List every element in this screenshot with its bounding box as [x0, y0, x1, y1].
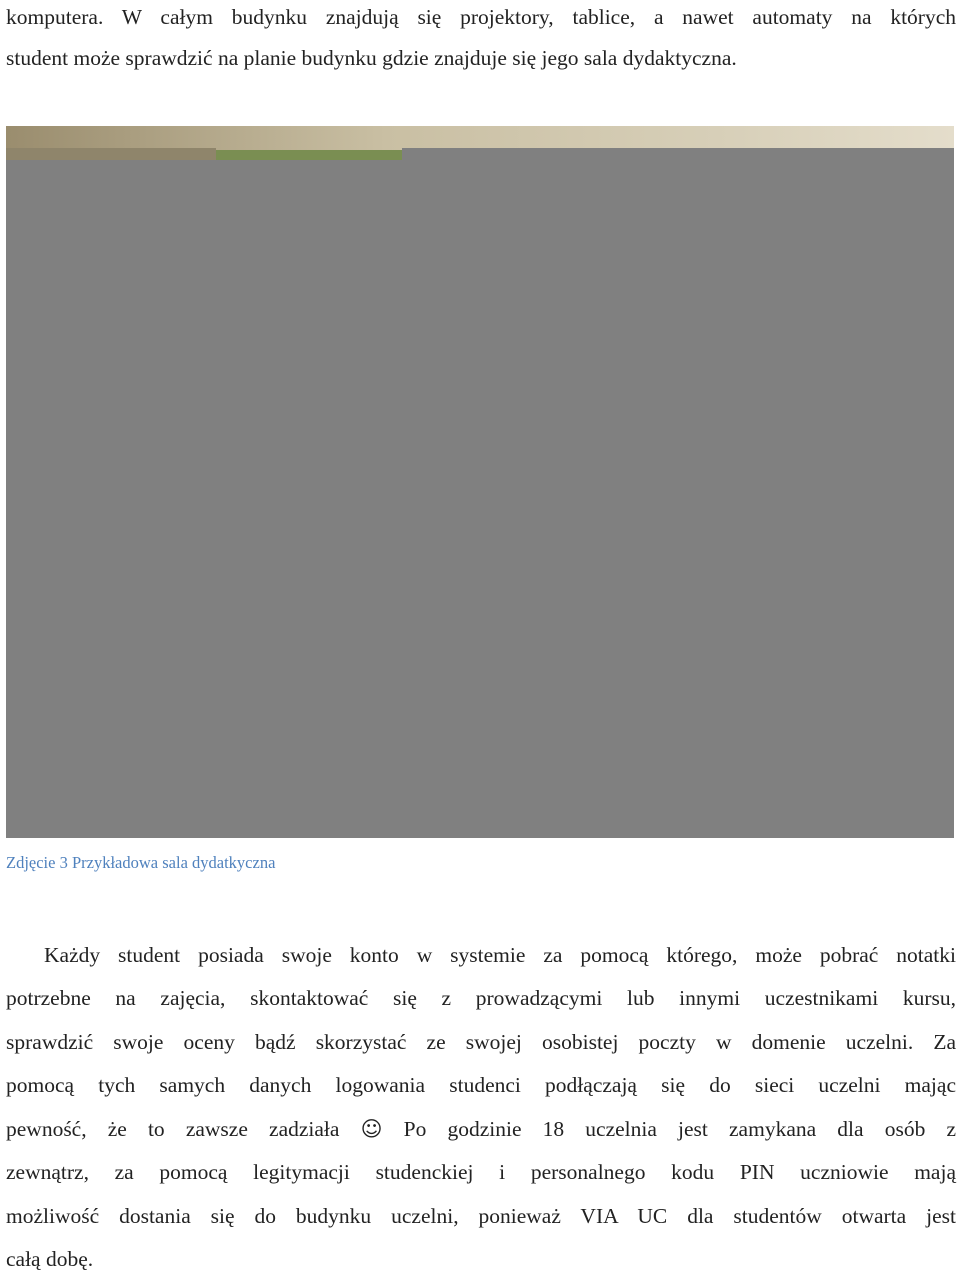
- figure-caption: Zdjęcie 3 Przykładowa sala dydatkyczna: [6, 853, 276, 872]
- paragraph-line-7: możliwość dostania się do budynku uczelni, ponieważ VIA UC dla studentów otwarta jest: [6, 1204, 956, 1228]
- smiley-icon: ☺: [360, 1117, 383, 1141]
- paragraph-line-5: [6, 1119, 956, 1141]
- photo-redacted-area: [6, 160, 954, 838]
- paragraph-line-3: sprawdzić swoje oceny bądź skorzystać ze swojej osobistej poczty w domenie uczelni. Za: [6, 1030, 956, 1054]
- paragraph-line-5-start: pewność, że to zawsze zadziała: [6, 1117, 340, 1141]
- paragraph-line-1: Każdy student posiada swoje konto w systemie za pomocą którego, może pobrać notatki: [44, 943, 956, 967]
- photo-green-board: [216, 150, 402, 160]
- photo-redacted-area-top: [402, 148, 954, 160]
- photo-ceiling-strip: [6, 148, 216, 160]
- top-text-line-1: komputera. W całym budynku znajdują się projektory, tablice, a nawet automaty na których: [6, 5, 956, 29]
- paragraph-line-8: całą dobę.: [6, 1247, 94, 1271]
- paragraph-line-5-end: Po godzinie 18 uczelnia jest zamykana dla osób z: [403, 1117, 956, 1141]
- photo-ceiling: [6, 126, 954, 150]
- paragraph-line-6: zewnątrz, za pomocą legitymacji studenckiej i personalnego kodu PIN uczniowie mają: [6, 1160, 956, 1184]
- paragraph-line-2: potrzebne na zajęcia, skontaktować się z prowadzącymi lub innymi uczestnikami kursu,: [6, 986, 956, 1010]
- classroom-photo: [6, 126, 954, 838]
- paragraph-line-4: pomocą tych samych danych logowania studenci podłączają się do sieci uczelni mając: [6, 1073, 956, 1097]
- top-text-line-2: student może sprawdzić na planie budynku gdzie znajduje się jego sala dydaktyczna.: [6, 46, 737, 70]
